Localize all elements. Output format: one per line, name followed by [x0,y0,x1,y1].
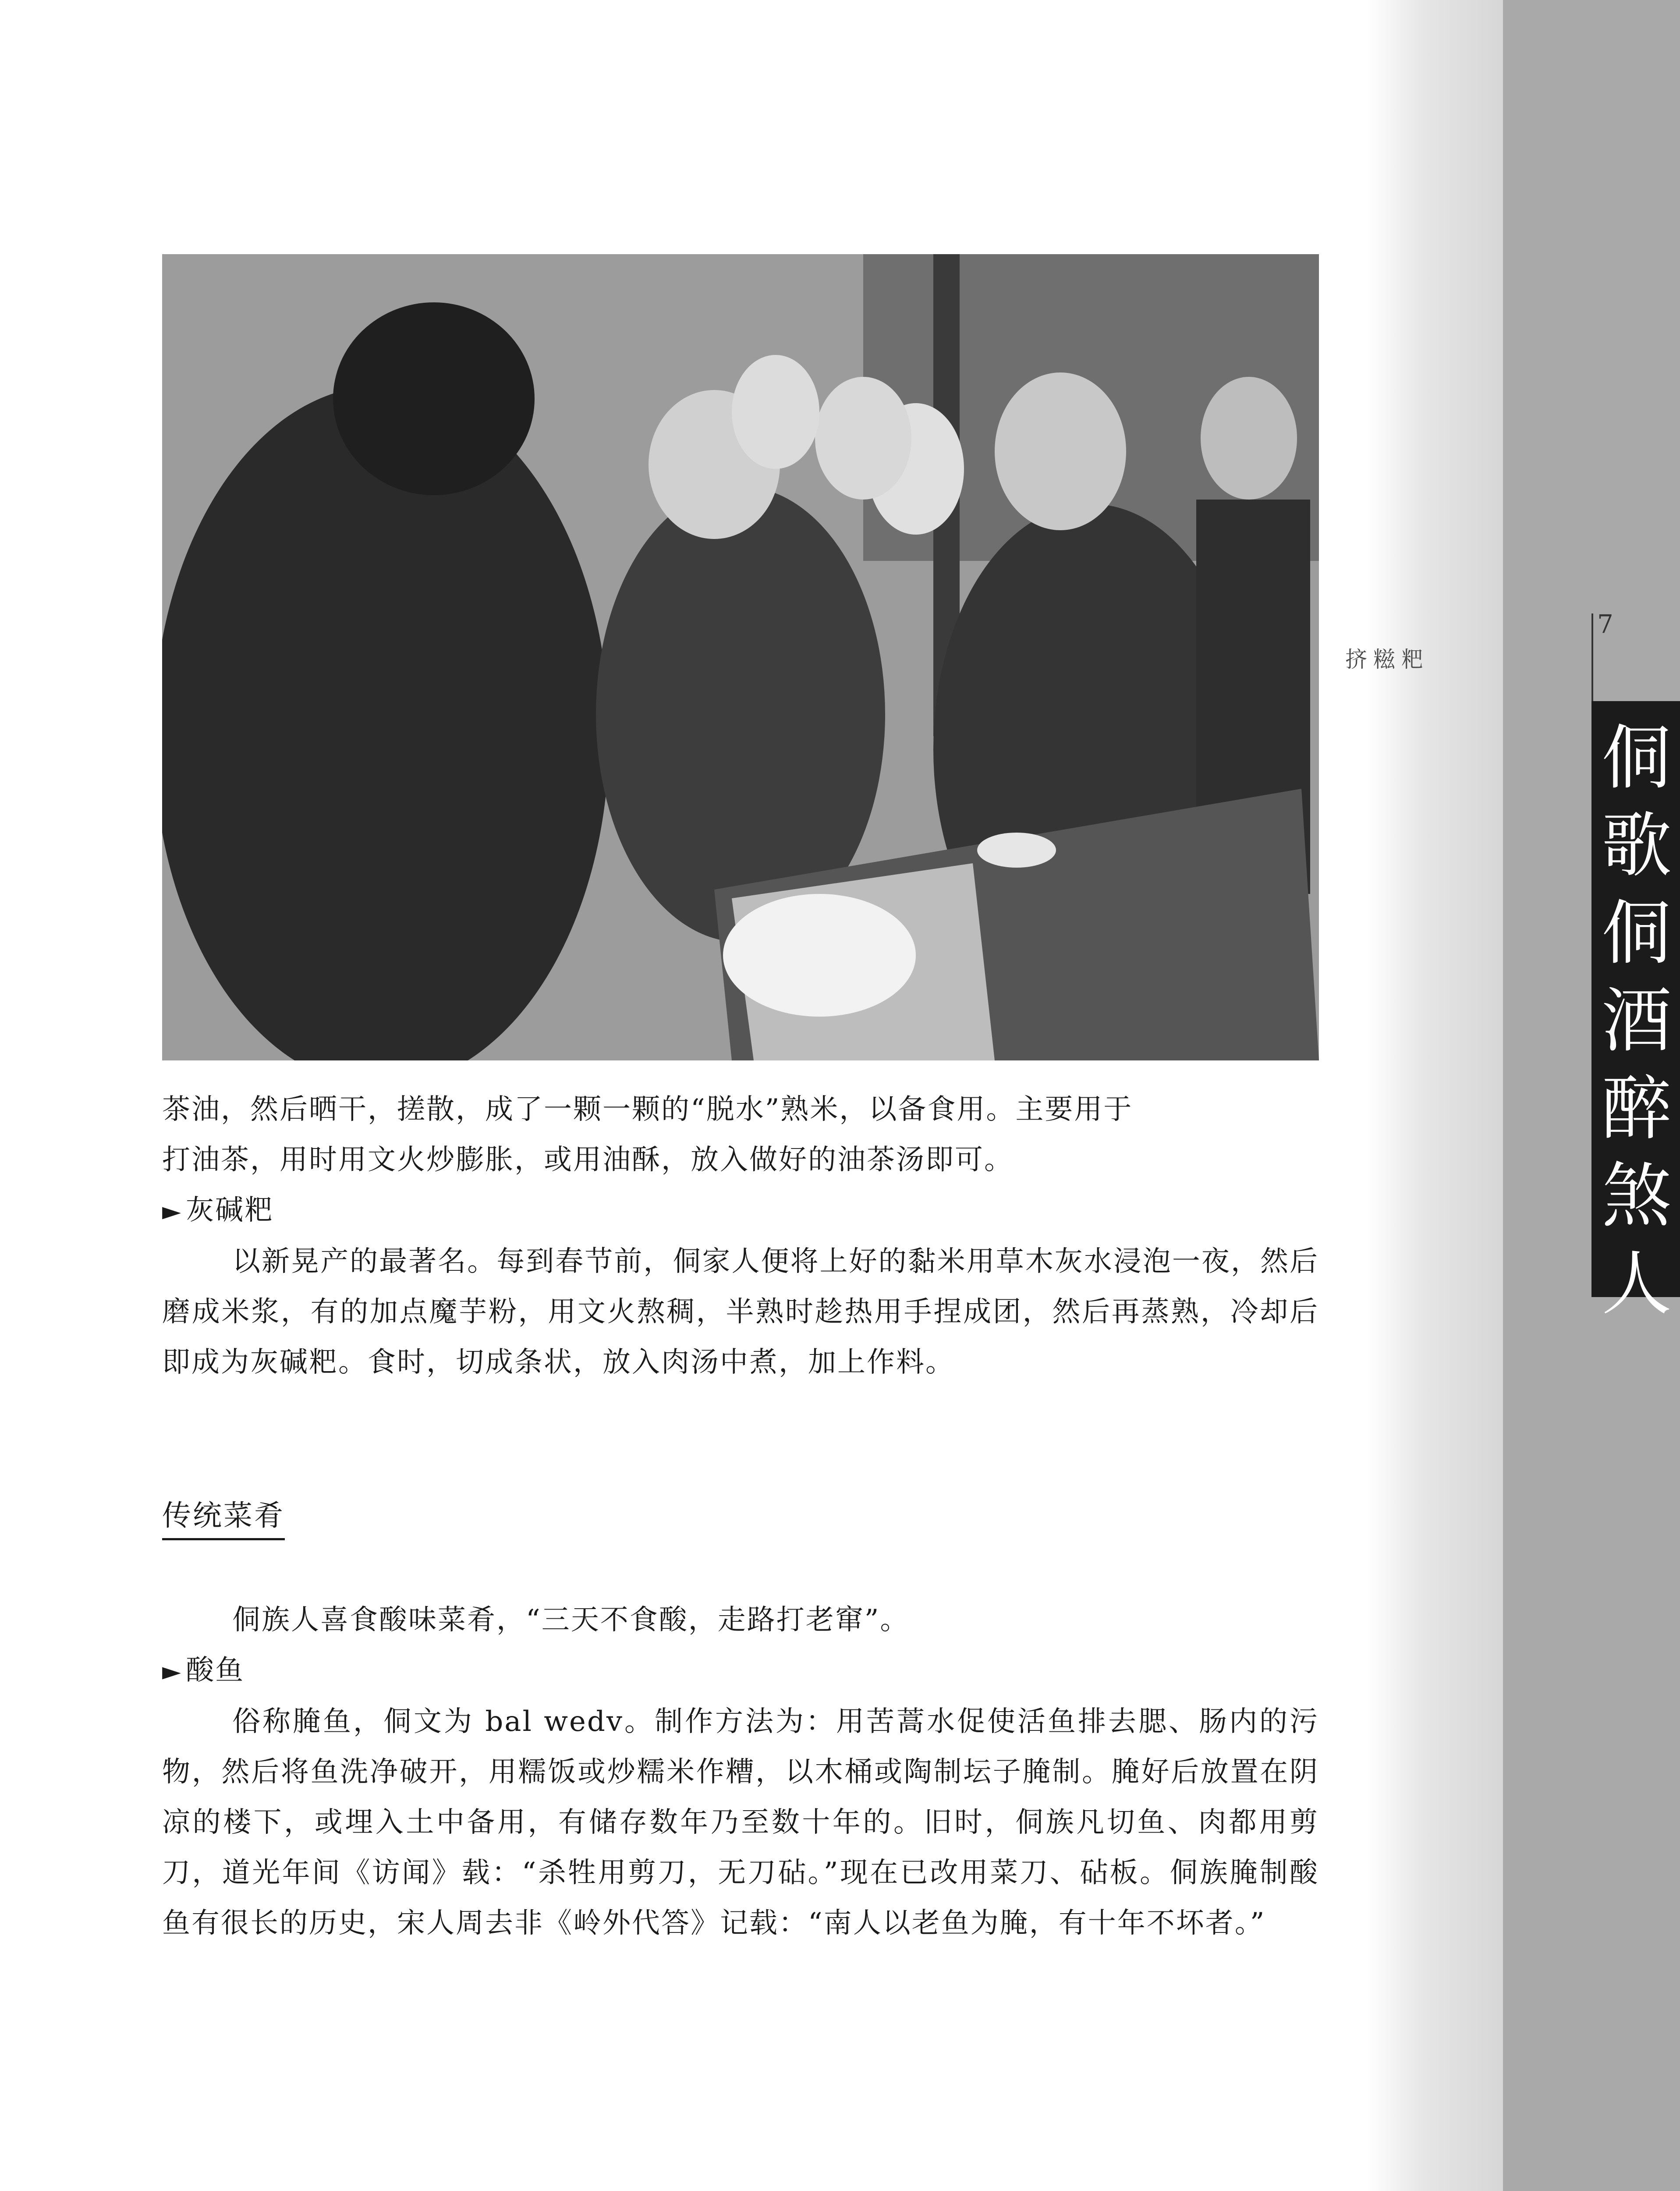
section-heading: 传统菜肴 [162,1492,285,1540]
photo-caption: 挤糍粑 [1345,647,1429,672]
page-number: 7 [1597,609,1613,639]
text-block-2 [162,1595,1319,1949]
text-block-1 [162,1085,1319,1388]
paragraph: 俗称腌鱼，侗文为 bal wedv。制作方法为：用苦蒿水促使活鱼排去腮、肠内的污物，然后将鱼洗净破开，用糯饭或炒糯米作糟，以木桶或陶制坛子腌制。腌好后放置在阴凉的楼下，或埋入土中备用，有储存数年乃至数十年的。旧时，侗族凡切鱼、肉都用剪刀，道光年间《访闻》载：“杀牲用剪刀，无刀砧。”现在已改用菜刀、砧板。侗族腌制酸鱼有很长的历史，宋人周去非《岭外代答》记载：“南人以老鱼为腌，有十年不坏者。” [162,1705,1319,1939]
item-heading [162,1645,1319,1697]
triangle-bullet-icon: ► [162,1657,183,1686]
chapter-title: 侗歌侗酒醉煞人 [1601,717,1672,1325]
item-heading-label: 灰碱粑 [186,1194,274,1227]
triangle-bullet-icon: ► [162,1197,183,1226]
divider [1591,613,1593,701]
paragraph: 以新晃产的最著名。每到春节前，侗家人便将上好的黏米用草木灰水浸泡一夜，然后磨成米浆，有的加点魔芋粉，用文火熬稠，半熟时趁热用手捏成团，然后再蒸熟，冷却后即成为灰碱粑。食时，切成条状，放入肉汤中煮，加上作料。 [162,1245,1319,1379]
photo-icon [162,254,1319,1060]
photo [162,254,1319,1060]
paragraph-line: 打油茶，用时用文火炒膨胀，或用油酥，放入做好的油茶汤即可。 [162,1144,1014,1176]
paragraph-line: 茶油，然后晒干，搓散，成了一颗一颗的“脱水”熟米，以备食用。主要用于 [162,1093,1133,1126]
item-heading-label: 酸鱼 [186,1654,245,1687]
paragraph: 侗族人喜食酸味菜肴，“三天不食酸，走路打老窜”。 [232,1604,910,1636]
item-heading [162,1185,1319,1237]
